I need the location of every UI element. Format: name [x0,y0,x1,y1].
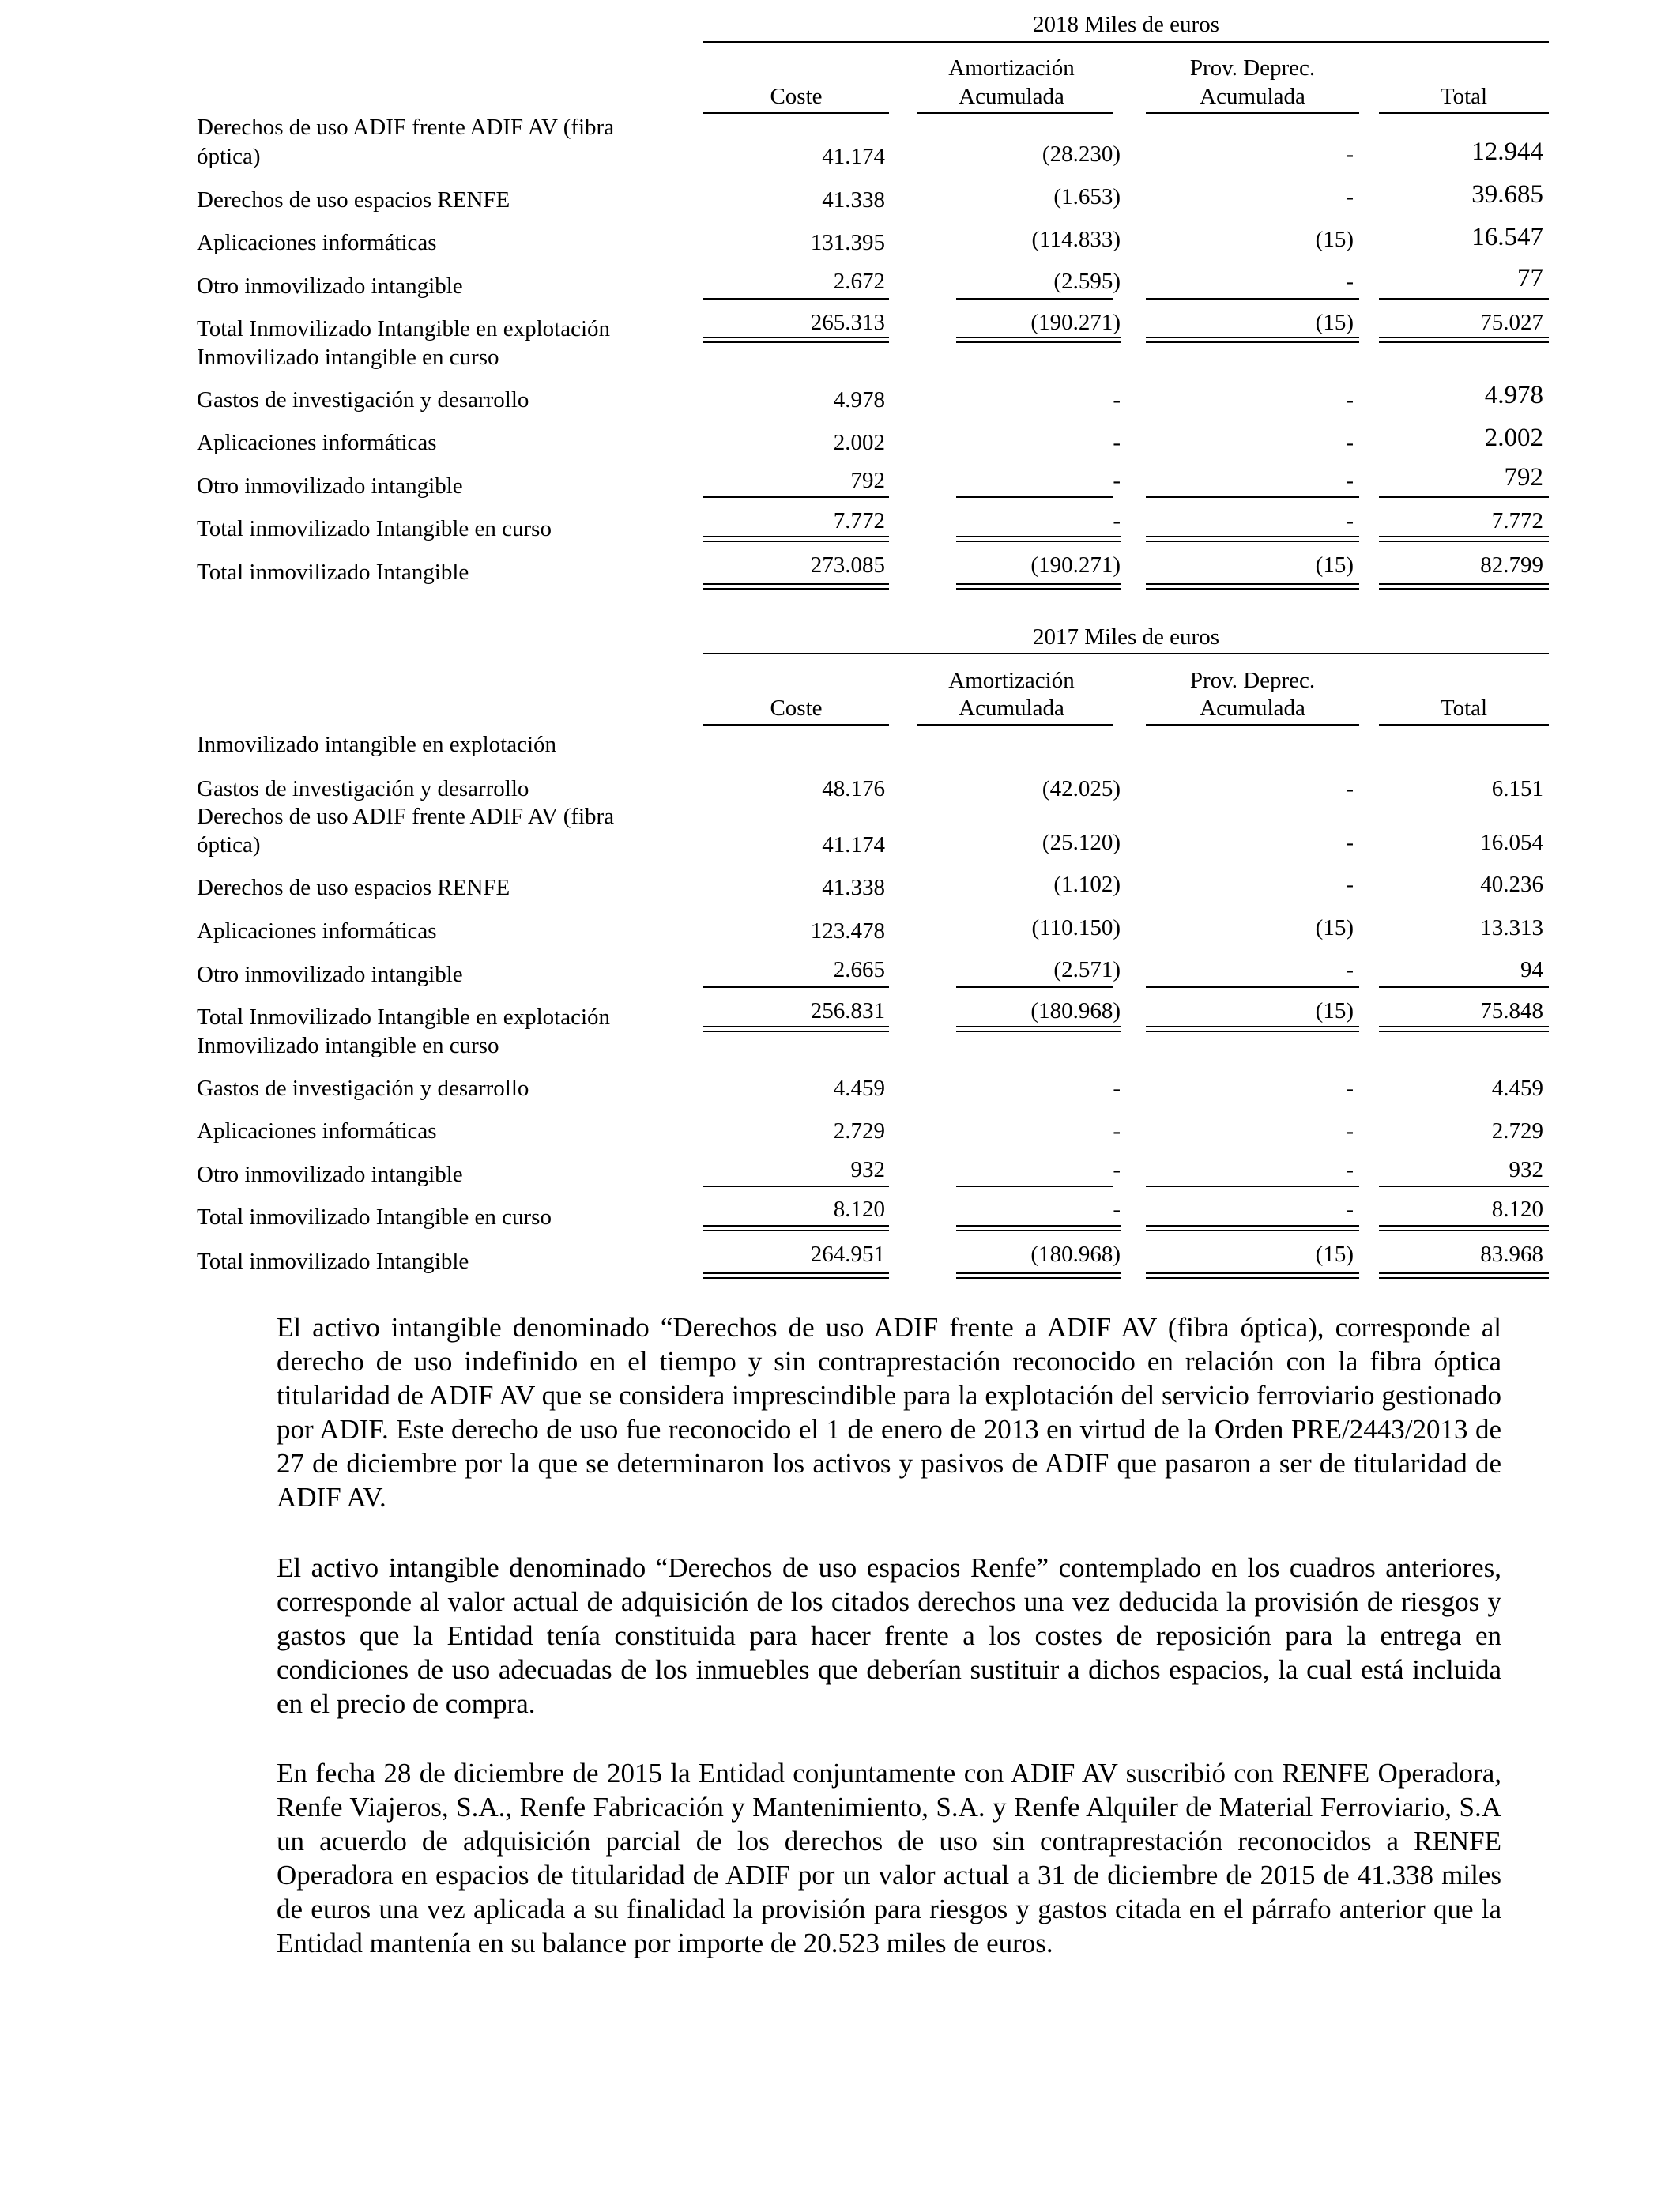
total-rule [1146,1225,1359,1231]
row-label: Otro inmovilizado intangible [197,1162,463,1187]
cell-prov: - [1346,141,1354,167]
row-label: Total inmovilizado Intangible [197,1249,469,1274]
total-rule [956,1026,1121,1032]
cell-coste: 264.951 [810,1242,885,1267]
cell-prov: (15) [1315,227,1354,252]
cell-total: 77 [1517,264,1543,292]
cell-coste: 48.176 [822,776,885,801]
cell-total: 75.848 [1480,998,1543,1023]
cell-total: 40.236 [1480,872,1543,897]
cell-amortizacion: (25.120) [1042,830,1121,855]
cell-amortizacion: (180.968) [1030,1242,1121,1267]
sum-rule [956,298,1113,300]
cell-prov: (15) [1315,552,1354,578]
cell-coste: 256.831 [810,998,885,1023]
row-label: Gastos de investigación y desarrollo [197,776,529,801]
cell-coste: 2.672 [833,269,885,294]
cell-amortizacion: - [1113,1197,1121,1222]
cell-amortizacion: - [1113,387,1121,413]
sum-rule [703,298,889,300]
cell-total: 4.459 [1491,1076,1543,1101]
sum-rule [956,496,1113,498]
total-rule [1379,583,1549,590]
cell-total: 2.729 [1491,1118,1543,1144]
cell-amortizacion: (2.595) [1053,269,1121,294]
cell-amortizacion: (114.833) [1031,227,1121,252]
cell-prov: - [1346,776,1354,801]
cell-prov: - [1346,468,1354,493]
col-header-amortizacion: Amortización [948,668,1075,693]
sum-rule [956,1186,1113,1187]
cell-total: 16.547 [1471,223,1543,251]
cell-prov: - [1346,830,1354,855]
total-rule [1146,1026,1359,1032]
cell-coste: 7.772 [833,508,885,533]
total-rule [1146,1272,1359,1279]
paragraph-acuerdo-2015: En fecha 28 de diciembre de 2015 la Entidad conjuntamente con ADIF AV suscribió con RENFE Operadora, Renfe Viajeros, S.A., Renfe Fabricación y Mantenimiento, S.A. y Renfe Alquiler de Material Ferroviario, S.A un acuerdo de adquisición parcial de los derechos de uso sin contraprestación reconocidos a RENFE Operadora en espacios de titularidad de ADIF por un valor actual a 31 de diciembre de 2015 de 41.338 miles de euros una vez aplicada a su finalidad la provisión para riesgos y gastos citada en el párrafo anterior que la Entidad mantenía en su balance por importe de 20.523 miles de euros. [277,1758,1501,1958]
col-header-acumulada: Acumulada [959,696,1064,721]
col-rule [703,112,889,114]
cell-total: 13.313 [1480,915,1543,941]
cell-amortizacion: (1.653) [1053,184,1121,209]
col-rule [1379,724,1549,726]
total-rule [703,337,889,343]
total-rule [956,1272,1121,1279]
row-label: óptica) [197,832,261,858]
total-rule [956,536,1121,542]
cell-amortizacion: (2.571) [1053,957,1121,982]
col-header-prov: Prov. Deprec. [1189,668,1316,693]
cell-coste: 8.120 [833,1197,885,1222]
total-rule [1379,1272,1549,1279]
row-label: Derechos de uso espacios RENFE [197,187,510,213]
section-title: Inmovilizado intangible en curso [197,1033,499,1058]
col-rule [917,724,1113,726]
sum-rule [1146,496,1359,498]
cell-prov: - [1346,387,1354,413]
cell-prov: (15) [1315,915,1354,941]
row-label: Otro inmovilizado intangible [197,273,463,299]
total-rule [703,583,889,590]
cell-total: 39.685 [1471,180,1543,209]
cell-amortizacion: (110.150) [1031,915,1121,941]
row-label: Derechos de uso ADIF frente ADIF AV (fibra [197,804,615,829]
row-label: Gastos de investigación y desarrollo [197,387,529,413]
cell-prov: - [1346,1076,1354,1101]
row-label: Aplicaciones informáticas [197,230,437,255]
cell-coste: 2.729 [833,1118,885,1144]
section-title: Inmovilizado intangible en explotación [197,732,557,757]
total-rule [956,1225,1121,1231]
col-header-total: Total [1440,84,1488,109]
sum-rule [703,986,889,988]
cell-total: 75.027 [1480,310,1543,335]
cell-prov: - [1346,957,1354,982]
cell-prov: - [1346,1197,1354,1222]
total-rule [956,337,1121,343]
cell-prov: - [1346,1157,1354,1182]
col-header-coste: Coste [770,84,823,109]
total-rule [1146,536,1359,542]
row-label: Otro inmovilizado intangible [197,962,463,987]
total-rule [1379,1225,1549,1231]
cell-amortizacion: (1.102) [1053,872,1121,897]
cell-prov: - [1346,872,1354,897]
row-label: Derechos de uso espacios RENFE [197,875,510,900]
total-rule [1379,536,1549,542]
cell-coste: 4.459 [833,1076,885,1101]
sum-rule [1146,1186,1359,1187]
cell-total: 12.944 [1471,138,1543,166]
cell-total: 6.151 [1491,776,1543,801]
paragraph-espacios-renfe: El activo intangible denominado “Derechos de uso espacios Renfe” contemplado en los cuadros anteriores, corresponde al valor actual de adquisición de los citados derechos una vez deducida la provisión de riesgos y gastos que la Entidad tenía constituida para hacer frente a los costes de reposición para la entrega en condiciones de uso adecuadas de los inmuebles que deberían sustituir a dichos espacios, la cual está incluida en el precio de compra. [277,1552,1501,1719]
cell-amortizacion: - [1113,508,1121,533]
col-header-acumulada: Acumulada [959,84,1064,109]
total-rule [1146,583,1359,590]
row-label: Aplicaciones informáticas [197,430,437,455]
col-header-total: Total [1440,696,1488,721]
row-label: Total inmovilizado Intangible en curso [197,516,552,541]
header-rule [703,41,1549,43]
col-rule [1146,724,1359,726]
cell-total: 792 [1504,463,1543,492]
cell-amortizacion: - [1113,430,1121,455]
cell-coste: 2.002 [833,430,885,455]
cell-coste: 2.665 [833,957,885,982]
col-rule [703,724,889,726]
total-rule [956,583,1121,590]
year-header: 2018 Miles de euros [1033,12,1219,37]
col-rule [1146,112,1359,114]
cell-prov: - [1346,508,1354,533]
sum-rule [703,1186,889,1187]
sum-rule [1379,986,1549,988]
paragraph-fibra-optica: El activo intangible denominado “Derechos de uso ADIF frente a ADIF AV (fibra óptica), corresponde al derecho de uso indefinido en el tiempo y sin contraprestación reconocido en relación con la fibra óptica titularidad de ADIF AV que se considera imprescindible para la explotación del servicio ferroviario gestionado por ADIF. Este derecho de uso fue reconocido el 1 de enero de 2013 en virtud de la Orden PRE/2443/2013 de 27 de diciembre por la que se determinaron los activos y pasivos de ADIF que pasaron a ser de titularidad de ADIF AV. [277,1312,1501,1513]
cell-prov: - [1346,430,1354,455]
section-title: Inmovilizado intangible en curso [197,345,499,370]
row-label: Gastos de investigación y desarrollo [197,1076,529,1101]
row-label: Total Inmovilizado Intangible en explotación [197,316,611,341]
cell-coste: 265.313 [810,310,885,335]
sum-rule [1379,298,1549,300]
cell-total: 83.968 [1480,1242,1543,1267]
sum-rule [703,496,889,498]
row-label: óptica) [197,144,261,169]
cell-total: 2.002 [1484,424,1543,452]
cell-total: 16.054 [1480,830,1543,855]
total-rule [703,1272,889,1279]
row-label: Otro inmovilizado intangible [197,473,463,499]
cell-prov: - [1346,184,1354,209]
sum-rule [1379,1186,1549,1187]
cell-prov: - [1346,269,1354,294]
row-label: Total Inmovilizado Intangible en explotación [197,1005,611,1030]
cell-coste: 41.338 [822,187,885,213]
sum-rule [1146,986,1359,988]
sum-rule [956,986,1113,988]
cell-amortizacion: (180.968) [1030,998,1121,1023]
cell-total: 7.772 [1491,508,1543,533]
total-rule [703,536,889,542]
cell-total: 94 [1520,957,1543,982]
sum-rule [1379,496,1549,498]
col-header-acumulada: Acumulada [1200,696,1305,721]
total-rule [703,1225,889,1231]
cell-total: 932 [1509,1157,1543,1182]
cell-amortizacion: - [1113,468,1121,493]
total-rule [1146,337,1359,343]
cell-prov: - [1346,1118,1354,1144]
cell-amortizacion: - [1113,1076,1121,1101]
cell-amortizacion: (190.271) [1030,552,1121,578]
col-header-acumulada: Acumulada [1200,84,1305,109]
cell-total: 8.120 [1491,1197,1543,1222]
total-rule [1379,337,1549,343]
total-rule [1379,1026,1549,1032]
cell-coste: 41.174 [822,832,885,858]
cell-total: 82.799 [1480,552,1543,578]
cell-prov: (15) [1315,1242,1354,1267]
row-label: Total inmovilizado Intangible en curso [197,1204,552,1230]
cell-coste: 41.174 [822,144,885,169]
col-rule [917,112,1113,114]
cell-coste: 123.478 [810,918,885,944]
cell-prov: (15) [1315,998,1354,1023]
cell-coste: 792 [850,468,885,493]
cell-total: 4.978 [1484,381,1543,409]
cell-coste: 131.395 [810,230,885,255]
col-header-coste: Coste [770,696,823,721]
col-header-prov: Prov. Deprec. [1189,55,1316,81]
row-label: Aplicaciones informáticas [197,1118,437,1144]
year-header: 2017 Miles de euros [1033,624,1219,650]
sum-rule [1146,298,1359,300]
col-rule [1379,112,1549,114]
total-rule [703,1026,889,1032]
cell-amortizacion: - [1113,1118,1121,1144]
cell-amortizacion: (190.271) [1030,310,1121,335]
cell-coste: 4.978 [833,387,885,413]
cell-coste: 273.085 [810,552,885,578]
row-label: Total inmovilizado Intangible [197,560,469,585]
row-label: Aplicaciones informáticas [197,918,437,944]
cell-coste: 932 [850,1157,885,1182]
cell-amortizacion: (28.230) [1042,141,1121,167]
cell-coste: 41.338 [822,875,885,900]
cell-amortizacion: (42.025) [1042,776,1121,801]
cell-amortizacion: - [1113,1157,1121,1182]
col-header-amortizacion: Amortización [948,55,1075,81]
cell-prov: (15) [1315,310,1354,335]
row-label: Derechos de uso ADIF frente ADIF AV (fibra [197,115,615,140]
header-rule [703,653,1549,654]
